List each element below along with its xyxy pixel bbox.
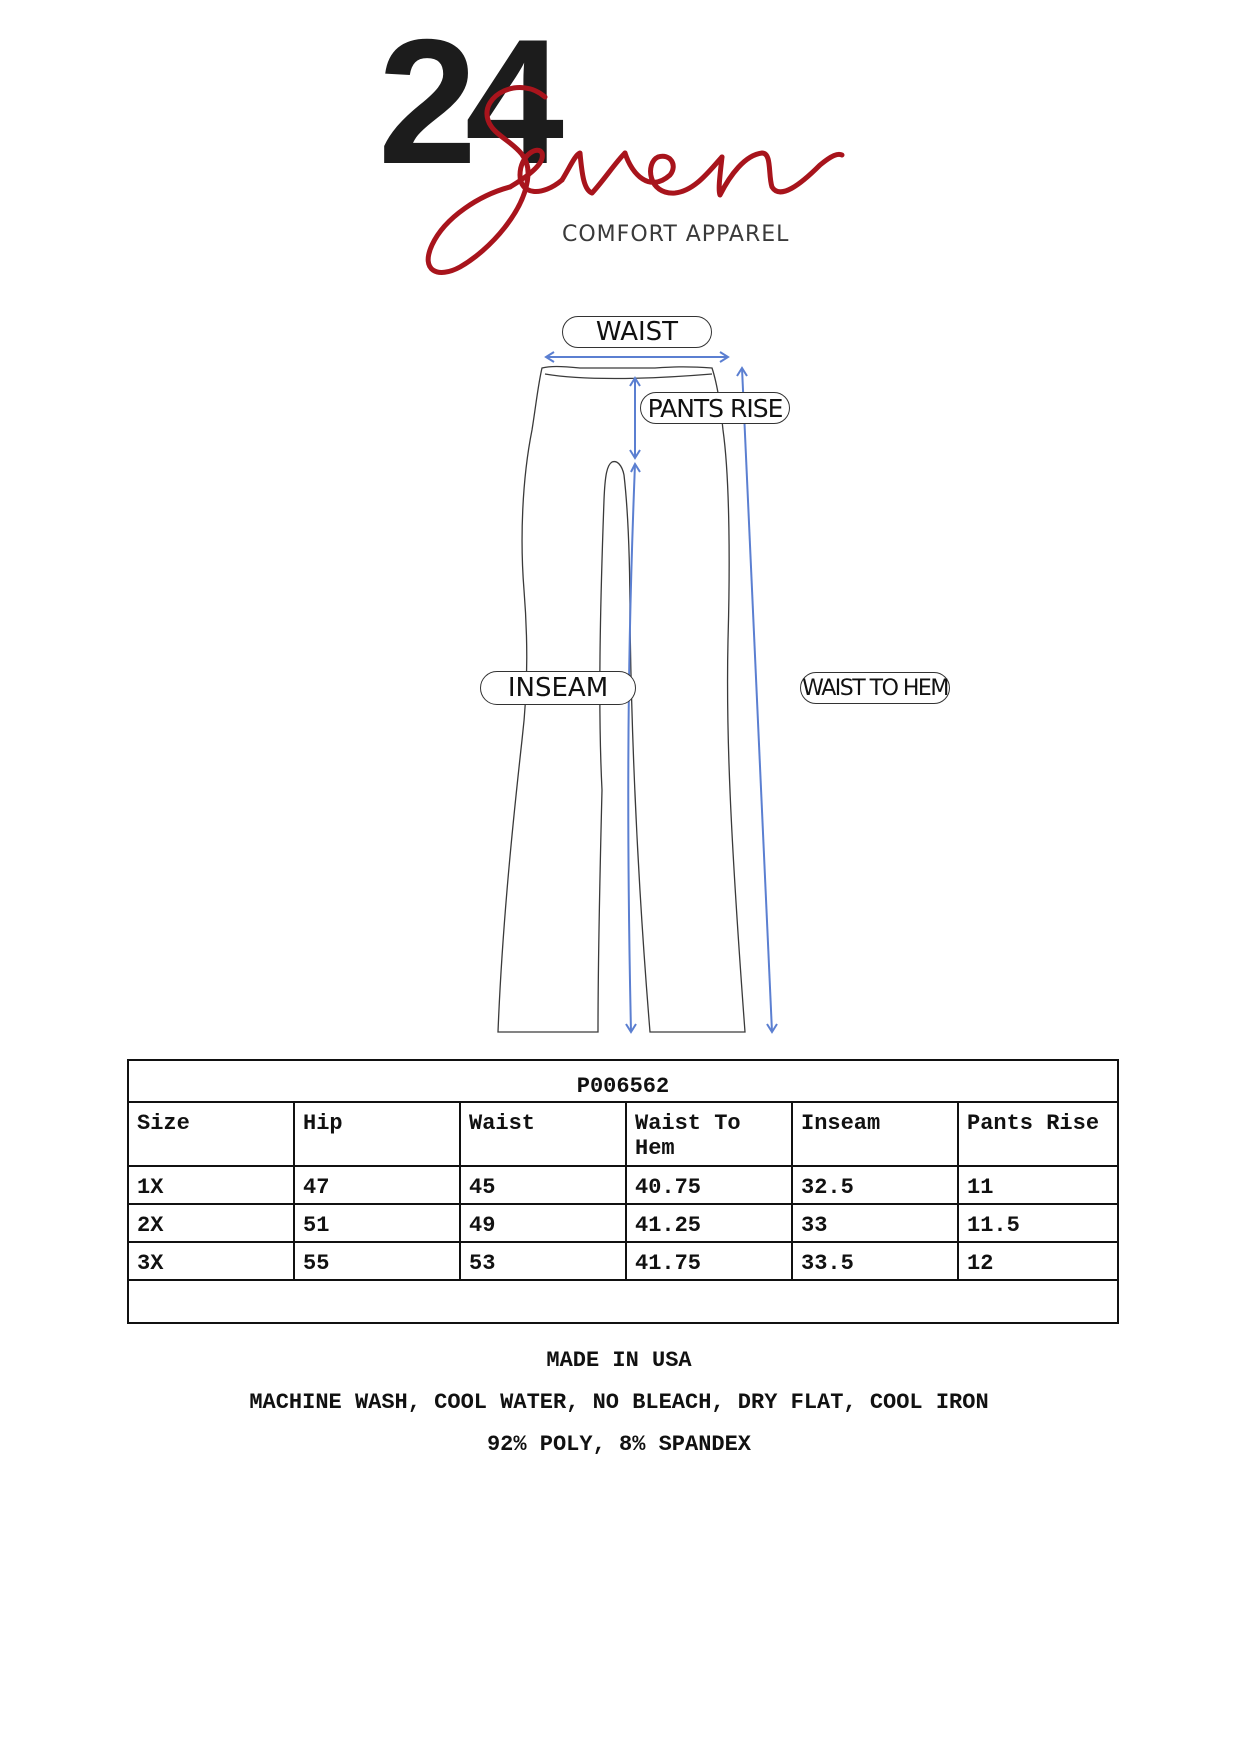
cell-size: 3X — [128, 1242, 294, 1280]
brand-logo-subtitle: COMFORT APPAREL — [562, 222, 790, 247]
cell-inseam: 32.5 — [792, 1166, 958, 1204]
cell-hip: 51 — [294, 1204, 460, 1242]
header-inseam: Inseam — [792, 1102, 958, 1166]
header-waist-to-hem: Waist To Hem — [626, 1102, 792, 1166]
waist-label-text: WAIST — [595, 317, 679, 347]
size-chart-table — [127, 1059, 1119, 1324]
waist-to-hem-label — [800, 672, 950, 704]
header-size: Size — [128, 1102, 294, 1166]
care-note: MACHINE WASH, COOL WATER, NO BLEACH, DRY FLAT, COOL IRON — [249, 1390, 989, 1415]
style-code: P006562 — [128, 1060, 1118, 1102]
cell-waist-to-hem: 41.25 — [626, 1204, 792, 1242]
waist-label — [562, 316, 712, 348]
header-hip: Hip — [294, 1102, 460, 1166]
cell-inseam: 33 — [792, 1204, 958, 1242]
cell-inseam: 33.5 — [792, 1242, 958, 1280]
cell-hip: 55 — [294, 1242, 460, 1280]
header-waist: Waist — [460, 1102, 626, 1166]
cell-size: 2X — [128, 1204, 294, 1242]
cell-hip: 47 — [294, 1166, 460, 1204]
cell-waist-to-hem: 41.75 — [626, 1242, 792, 1280]
product-notes — [0, 1350, 1238, 1476]
table-row — [128, 1166, 1118, 1204]
table-header-row — [128, 1102, 1118, 1166]
cell-size: 1X — [128, 1166, 294, 1204]
cell-waist: 53 — [460, 1242, 626, 1280]
pants-rise-label — [640, 392, 790, 424]
inseam-label — [480, 671, 636, 705]
cell-waist: 45 — [460, 1166, 626, 1204]
table-row — [128, 1204, 1118, 1242]
origin-note: MADE IN USA — [546, 1348, 692, 1373]
brand-logo — [370, 2, 940, 285]
brand-logo-script-seven — [370, 35, 940, 285]
inseam-label-text: INSEAM — [507, 673, 609, 703]
brand-logo-number: 24 — [378, 2, 552, 201]
empty-footer-row — [128, 1280, 1118, 1323]
empty-cell — [128, 1280, 1118, 1323]
header-pants-rise: Pants Rise — [958, 1102, 1118, 1166]
cell-pants-rise: 11 — [958, 1166, 1118, 1204]
pants-rise-label-text: PANTS RISE — [647, 393, 783, 423]
waist-to-hem-label-text: WAIST TO HEM — [802, 675, 948, 701]
cell-pants-rise: 12 — [958, 1242, 1118, 1280]
style-code-row — [128, 1060, 1118, 1102]
cell-waist-to-hem: 40.75 — [626, 1166, 792, 1204]
pants-measurement-diagram — [480, 310, 980, 1050]
cell-pants-rise: 11.5 — [958, 1204, 1118, 1242]
fabric-note: 92% POLY, 8% SPANDEX — [486, 1432, 752, 1457]
cell-waist: 49 — [460, 1204, 626, 1242]
table-row — [128, 1242, 1118, 1280]
